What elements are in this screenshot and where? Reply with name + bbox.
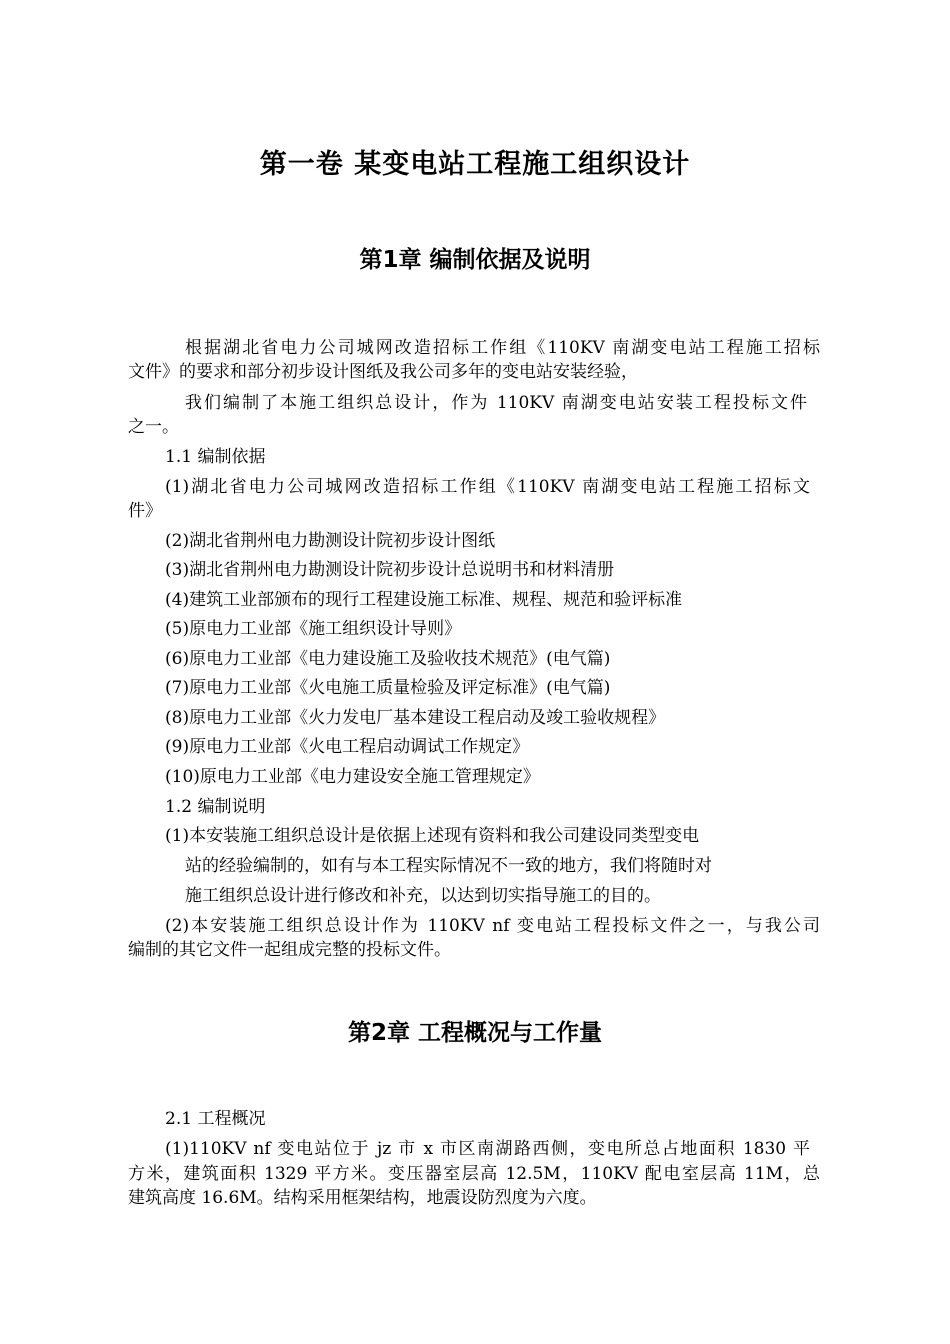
- list-item-continuation: 站的经验编制的，如有与本工程实际情况不一致的地方，我们将随时对: [185, 856, 712, 876]
- list-item: (2)本安装施工组织总设计作为 110KV nf 变电站工程投标文件之一，与我公司: [165, 916, 820, 936]
- list-item: (4)建筑工业部颁布的现行工程建设施工标准、规程、规范和验评标准: [165, 590, 683, 610]
- paragraph-line: 根据湖北省电力公司城网改造招标工作组《110KV 南湖变电站工程施工招标: [185, 338, 820, 358]
- paragraph-line: 建筑高度 16.6M。结构采用框架结构，地震设防烈度为六度。: [128, 1188, 597, 1208]
- list-item: (2)湖北省荆州电力勘测设计院初步设计图纸: [165, 531, 496, 551]
- list-item: (8)原电力工业部《火力发电厂基本建设工程启动及竣工验收规程》: [165, 708, 666, 728]
- paragraph-line: 方米，建筑面积 1329 平方米。变压器室层高 12.5M，110KV 配电室层高 11M，总: [128, 1164, 820, 1184]
- list-item-continuation: 编制的其它文件一起组成完整的投标文件。: [128, 940, 451, 960]
- list-item-continuation: 件》: [128, 501, 162, 521]
- paragraph-line: 我们编制了本施工组织总设计，作为 110KV 南湖变电站安装工程投标文件: [185, 393, 807, 413]
- paragraph-line: (1)110KV nf 变电站位于 jz 市 x 市区南湖路西侧，变电所总占地面积 1830 平: [165, 1139, 810, 1159]
- section-heading-1-2: 1.2 编制说明: [165, 797, 266, 817]
- list-item: (5)原电力工业部《施工组织设计导则》: [165, 619, 462, 639]
- chapter-1-title: 第1章 编制依据及说明: [359, 247, 591, 273]
- paragraph-line: 文件》的要求和部分初步设计图纸及我公司多年的变电站安装经验，: [128, 362, 638, 382]
- list-item: (6)原电力工业部《电力建设施工及验收技术规范》(电气篇): [165, 649, 611, 669]
- list-item: (7)原电力工业部《火电施工质量检验及评定标准》(电气篇): [165, 678, 611, 698]
- list-item: (10)原电力工业部《电力建设安全施工管理规定》: [165, 767, 540, 787]
- volume-title: 第一卷 某变电站工程施工组织设计: [259, 149, 691, 180]
- list-item: (3)湖北省荆州电力勘测设计院初步设计总说明书和材料清册: [165, 560, 615, 580]
- list-item: (1)湖北省电力公司城网改造招标工作组《110KV 南湖变电站工程施工招标文: [165, 477, 810, 497]
- paragraph-line: 之一。: [128, 417, 179, 437]
- section-heading-2-1: 2.1 工程概况: [165, 1109, 266, 1129]
- chapter-2-title: 第2章 工程概况与工作量: [347, 1020, 602, 1046]
- list-item-continuation: 施工组织总设计进行修改和补充，以达到切实指导施工的目的。: [185, 886, 661, 906]
- list-item: (9)原电力工业部《火电工程启动调试工作规定》: [165, 737, 530, 757]
- section-heading-1-1: 1.1 编制依据: [165, 447, 266, 467]
- list-item: (1)本安装施工组织总设计是依据上述现有资料和我公司建设同类型变电: [165, 826, 700, 846]
